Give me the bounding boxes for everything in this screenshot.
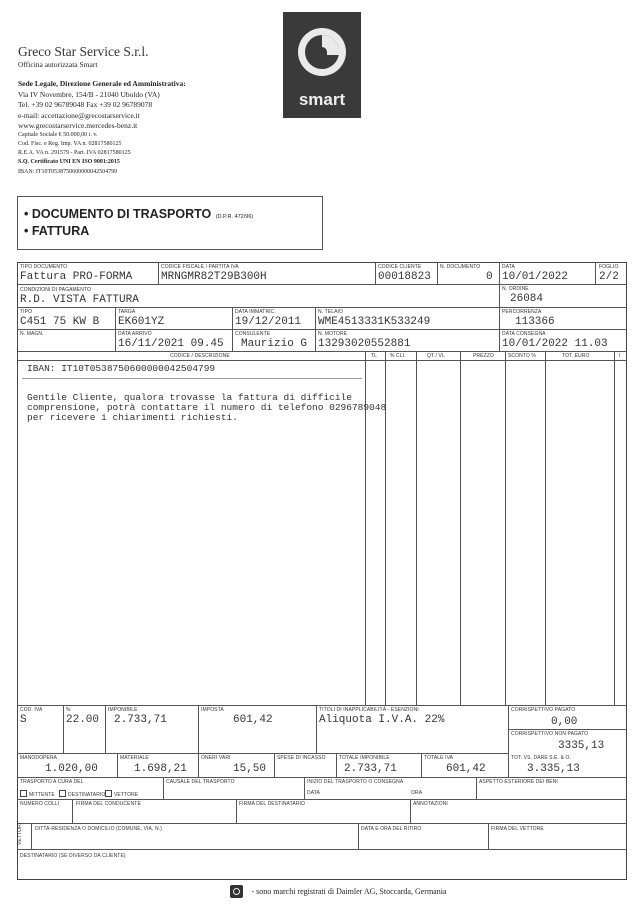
value-foglio: 2/2 xyxy=(599,271,619,283)
label-tot-vs-dare: TOT. VS. DARE S.E. & O. xyxy=(511,755,571,761)
label-corr-pagato: CORRISPETTIVO PAGATO xyxy=(511,707,576,713)
doc-type-title: • DOCUMENTO DI TRASPORTO xyxy=(24,207,212,221)
label-annotazioni: ANNOTAZIONI xyxy=(413,801,448,807)
company-email: e-mail: accettazione@grecostarservice.it xyxy=(18,111,140,120)
label-foglio: FOGLIO xyxy=(599,264,619,270)
label-titoli: TITOLI DI INAPPLICABILITÀ - ESENZIONI xyxy=(319,707,419,713)
label-targa: TARGA xyxy=(118,309,136,315)
checkbox-mittente[interactable]: MITTENTE xyxy=(20,790,55,798)
col-header-qt: QT / VL xyxy=(427,353,445,359)
label-n-documento: N. DOCUMENTO xyxy=(440,264,481,270)
label-totale-iva: TOTALE IVA xyxy=(424,755,454,761)
checkbox-destinatario[interactable]: DESTINATARIO xyxy=(59,790,105,798)
value-perc: 22.00 xyxy=(66,714,100,726)
value-materiale: 1.698,21 xyxy=(134,763,187,775)
company-web: www.grecostarservice.mercedes-benz.it xyxy=(18,121,138,130)
label-codice-fiscale: CODICE FISCALE / PARTITA IVA xyxy=(161,264,239,270)
body-message-line-2: comprensione, potrà contattare il numero di telefono 0296789048 xyxy=(27,402,387,413)
value-codice-fiscale: MRNGMR82T29B300H xyxy=(161,271,267,283)
label-vettori: VETTORI xyxy=(17,822,23,845)
label-percorrenza: PERCORRENZA xyxy=(502,309,542,315)
company-capital: Capitale Sociale € 50.000,00 i. v. xyxy=(18,132,98,138)
value-tipo-documento: Fattura PRO-FORMA xyxy=(20,271,133,283)
value-imposta: 601,42 xyxy=(233,714,273,726)
value-n-motore: 13293020552881 xyxy=(318,338,411,350)
label-data: DATA xyxy=(502,264,515,270)
label-consulente: CONSULENTE xyxy=(235,331,271,337)
label-data-ritiro: DATA E ORA DEL RITIRO xyxy=(361,826,422,832)
company-name: Greco Star Service S.r.l. xyxy=(18,44,149,59)
col-header-i: I xyxy=(619,353,621,359)
value-manodopera: 1.020,00 xyxy=(45,763,98,775)
label-condizioni-pagamento: CONDIZIONI DI PAGAMENTO xyxy=(20,287,92,293)
label-perc: % xyxy=(66,707,71,713)
label-corr-non-pagato: CORRISPETTIVO NON PAGATO xyxy=(511,731,589,737)
label-ora: ORA xyxy=(411,790,423,796)
label-firma-conducente: FIRMA DEL CONDUCENTE xyxy=(76,801,141,807)
label-n-magn: N. MAGN. xyxy=(20,331,44,337)
value-cod-iva: S xyxy=(20,714,27,726)
value-n-telaio: WME4513331K533249 xyxy=(318,316,431,328)
label-imposta: IMPOSTA xyxy=(201,707,224,713)
value-imponibile: 2.733,71 xyxy=(114,714,167,726)
label-firma-destinatario: FIRMA DEL DESTINATARIO xyxy=(239,801,306,807)
label-numero-colli: NUMERO COLLI xyxy=(20,801,60,807)
label-n-telaio: N. TELAIO xyxy=(318,309,343,315)
office-title: Sede Legale, Direzione Generale ed Amministrativa: xyxy=(18,79,186,88)
col-header-prezzo: PREZZO xyxy=(473,353,494,359)
label-totale-imponibile: TOTALE IMPONIBILE xyxy=(339,755,390,761)
label-imponibile: IMPONIBILE xyxy=(108,707,138,713)
label-data-immatric: DATA IMMATRIC. xyxy=(235,309,276,315)
label-cod-iva: COD. IVA xyxy=(20,707,43,713)
company-fiscal: Cod. Fisc. e Reg. Imp. VA n. 02817580125 xyxy=(18,141,122,147)
value-n-ordine: 26084 xyxy=(510,293,544,305)
company-iso: S.Q. Certificato UNI EN ISO 9001:2015 xyxy=(18,159,120,165)
col-header-sconto: SCONTO % xyxy=(508,353,536,359)
company-subtitle: Officina autorizzata Smart xyxy=(18,60,98,69)
doc-type-invoice: • FATTURA xyxy=(24,224,90,238)
company-address: Via IV Novembre, 154/B - 21040 Uboldo (VA) xyxy=(18,90,160,99)
label-n-ordine: N. ORDINE xyxy=(502,286,529,292)
label-materiale: MATERIALE xyxy=(120,755,149,761)
value-condizioni-pagamento: R.D. VISTA FATTURA xyxy=(20,294,139,306)
value-oneri-vari: 15,50 xyxy=(233,763,267,775)
doc-type-box xyxy=(17,196,323,250)
company-rea: R.E.A. VA n. 291579 - Part. IVA 02817580125 xyxy=(18,150,131,156)
body-message-line-1: Gentile Cliente, qualora trovasse la fattura di difficile xyxy=(27,392,352,403)
value-totale-iva: 601,42 xyxy=(446,763,486,775)
footer-text: - sono marchi registrati di Daimler AG, Stoccarda, Germania xyxy=(251,887,447,897)
label-destinatario-diverso: DESTINATARIO (SE DIVERSO DA CLIENTE) xyxy=(20,853,126,859)
label-trasporto-cura: TRASPORTO A CURA DEL xyxy=(20,779,84,785)
smart-logo-icon xyxy=(283,16,361,96)
smart-logo xyxy=(283,12,361,118)
value-data-consegna: 10/01/2022 11.03 xyxy=(502,338,608,350)
value-tot-vs-dare: 3.335,13 xyxy=(527,763,580,775)
value-tipo: C451 75 KW B xyxy=(20,316,100,328)
value-data-immatric: 19/12/2011 xyxy=(235,316,302,328)
company-phone: Tel. +39 02 96789048 Fax +39 02 96789078 xyxy=(18,100,153,109)
value-n-documento: 0 xyxy=(486,271,493,283)
label-firma-vettore: FIRMA DEL VETTORE xyxy=(491,826,544,832)
label-inizio: INIZIO DEL TRASPORTO O CONSEGNA xyxy=(307,779,404,785)
col-header-tl: TL xyxy=(371,353,378,359)
company-iban: IBAN: IT10T0538750600000042504799 xyxy=(18,169,118,175)
label-tipo: TIPO xyxy=(20,309,33,315)
checkbox-vettore[interactable]: VETTORE xyxy=(105,790,138,798)
label-data-trasporto: DATA xyxy=(307,790,320,796)
col-header-tot: TOT. EURO xyxy=(562,353,590,359)
value-totale-imponibile: 2.733,71 xyxy=(344,763,397,775)
body-iban: IBAN: IT10T0538750600000042504799 xyxy=(27,363,216,374)
label-data-consegna: DATA CONSEGNA xyxy=(502,331,546,337)
label-spese-incasso: SPESE DI INCASSO xyxy=(277,755,326,761)
col-header-cli: % CLI. xyxy=(390,353,406,359)
value-data: 10/01/2022 xyxy=(502,271,569,283)
label-oneri-vari: ONERI VARI xyxy=(201,755,231,761)
doc-type-note: (D.P.R. 472/96) xyxy=(215,214,254,220)
col-header-descrizione: CODICE / DESCRIZIONE xyxy=(170,353,230,359)
value-codice-cliente: 00018823 xyxy=(378,271,431,283)
value-percorrenza: 113366 xyxy=(515,316,555,328)
label-data-arrivo: DATA ARRIVO xyxy=(118,331,152,337)
smart-small-icon xyxy=(230,885,243,898)
label-manodopera: MANODOPERA xyxy=(20,755,58,761)
value-targa: EK601YZ xyxy=(118,316,165,328)
label-ditta: DITTA-RESIDENZA O DOMICILIO (COMUNE, VIA, N.) xyxy=(35,826,162,832)
footer xyxy=(230,883,447,901)
value-titoli: Aliquota I.V.A. 22% xyxy=(319,714,445,726)
value-consulente: Maurizio G xyxy=(241,338,308,350)
label-aspetto: ASPETTO ESTERIORE DEI BENI xyxy=(479,779,558,785)
label-tipo-documento: TIPO DOCUMENTO xyxy=(20,264,68,270)
label-codice-cliente: CODICE CLIENTE xyxy=(378,264,422,270)
label-n-motore: N. MOTORE xyxy=(318,331,348,337)
value-corr-non-pagato: 3335,13 xyxy=(558,740,605,752)
value-data-arrivo: 16/11/2021 09.45 xyxy=(118,338,224,350)
smart-logo-text: smart xyxy=(298,90,346,109)
label-causale: CAUSALE DEL TRASPORTO xyxy=(166,779,235,785)
body-message-line-3: per ricevere i chiarimenti richiesti. xyxy=(27,412,238,423)
value-corr-pagato: 0,00 xyxy=(551,716,578,728)
